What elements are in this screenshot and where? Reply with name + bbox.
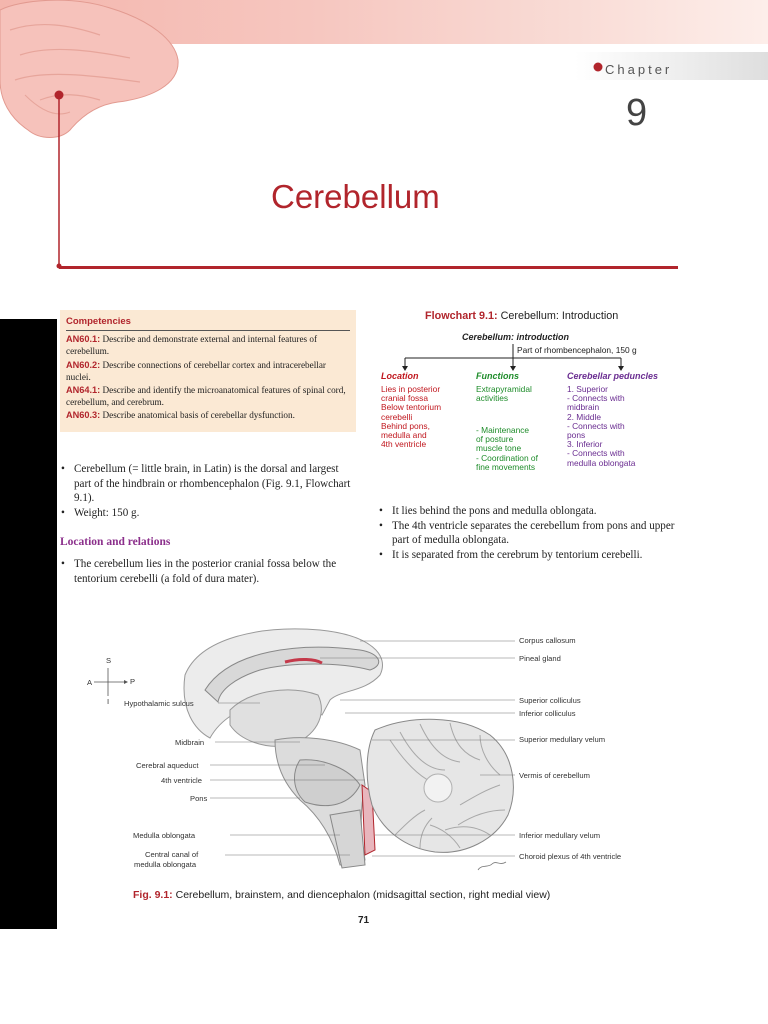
figure-label: Inferior colliculus [519,709,576,718]
bullet-item: • It lies behind the pons and medulla oblongata. [378,504,676,519]
chapter-dot-icon [590,58,606,74]
figure-label: Medulla oblongata [133,831,196,840]
bullet-item: • The cerebellum lies in the posterior cranial fossa below the tentorium cerebelli (a fold of dura mater). [60,557,360,586]
figure-label: Cerebral aqueduct [136,761,199,770]
figure-label: Superior medullary velum [519,735,606,744]
figure-label: Corpus callosum [519,636,576,645]
competencies-title: Competencies [66,316,350,331]
flowchart-functions-text-2: - Maintenance of posture muscle tone - Coordination of fine movements [476,425,538,472]
figure-label: Inferior medullary velum [519,831,601,840]
flowchart-location-heading: Location [381,371,419,381]
orientation-p: P [130,677,136,686]
flowchart-location-text: Lies in posterior cranial fossa Below tentorium cerebelli Behind pons, medulla and 4th ventricle [381,384,442,450]
flowchart-peduncles-heading: Cerebellar peduncles [567,371,659,381]
figure-caption: Fig. 9.1: Cerebellum, brainstem, and diencephalon (midsagittal section, right medial view) [133,889,551,901]
page-number: 71 [358,915,370,926]
figure-label: Pons [190,794,208,803]
title-rule [59,266,678,269]
orientation-a: A [87,678,93,687]
figure-label: Midbrain [175,738,205,747]
chapter-number: 9 [626,92,648,134]
flowchart-root: Cerebellum: introduction [462,332,570,342]
flowchart-caption: Flowchart 9.1: Cerebellum: Introduction [425,310,619,322]
figure-label: Vermis of cerebellum [519,771,590,780]
figure-label: Pineal gland [519,654,561,663]
bullet-item: • The 4th ventricle separates the cerebellum from pons and upper part of medulla oblongata. [378,519,676,548]
figure-label: 4th ventricle [161,776,202,785]
figure-label: medulla oblongata [134,860,197,869]
figure-label: Choroid plexus of 4th ventricle [519,852,622,861]
orientation-i: I [107,697,110,706]
intro-bullets [60,462,358,520]
section-heading: Location and relations [60,536,171,548]
competency-item: AN60.2: Describe connections of cerebellar cortex and intracerebellar nuclei. [66,359,326,382]
figure-label: Hypothalamic sulcus [124,699,194,708]
left-black-bar [0,319,57,929]
competency-item: AN60.1: Describe and demonstrate external and internal features of cerebellum. [66,334,318,357]
chapter-label: Chapter [605,62,673,77]
flowchart-peduncles-text: 1. Superior - Connects with midbrain 2. Middle - Connects with pons 3. Inferior - Connects with medulla oblongata [567,384,636,468]
competency-item: AN60.3: Describe anatomical basis of cerebellar dysfunction. [66,410,295,421]
flowchart-functions-heading: Functions [476,371,519,381]
flowchart-root-note: Part of rhombencephalon, 150 g [517,345,637,355]
bullet-item: • Cerebellum (= little brain, in Latin) is the dorsal and largest part of the hindbrain or rhombencephalon (Fig. 9.1, Flowchart 9.1). [60,462,358,506]
figure-label: Superior colliculus [519,696,581,705]
brain-illustration [0,0,230,270]
orientation-s: S [106,656,112,665]
page-title: Cerebellum [271,178,440,215]
flowchart-functions-text: Extrapyramidal activities [476,384,532,404]
competencies-box [60,310,356,432]
figure-label: Central canal of [145,850,199,859]
bullet-item: • It is separated from the cerebrum by tentorium cerebelli. [378,548,676,563]
midsagittal-brainstem-figure [60,620,660,885]
relations-bullets [378,504,676,562]
bullet-item: • Weight: 150 g. [60,506,358,521]
competency-item: AN64.1: Describe and identify the microanatomical features of spinal cord, cerebellum, and cerebrum. [66,385,346,408]
location-bullets [60,557,360,586]
